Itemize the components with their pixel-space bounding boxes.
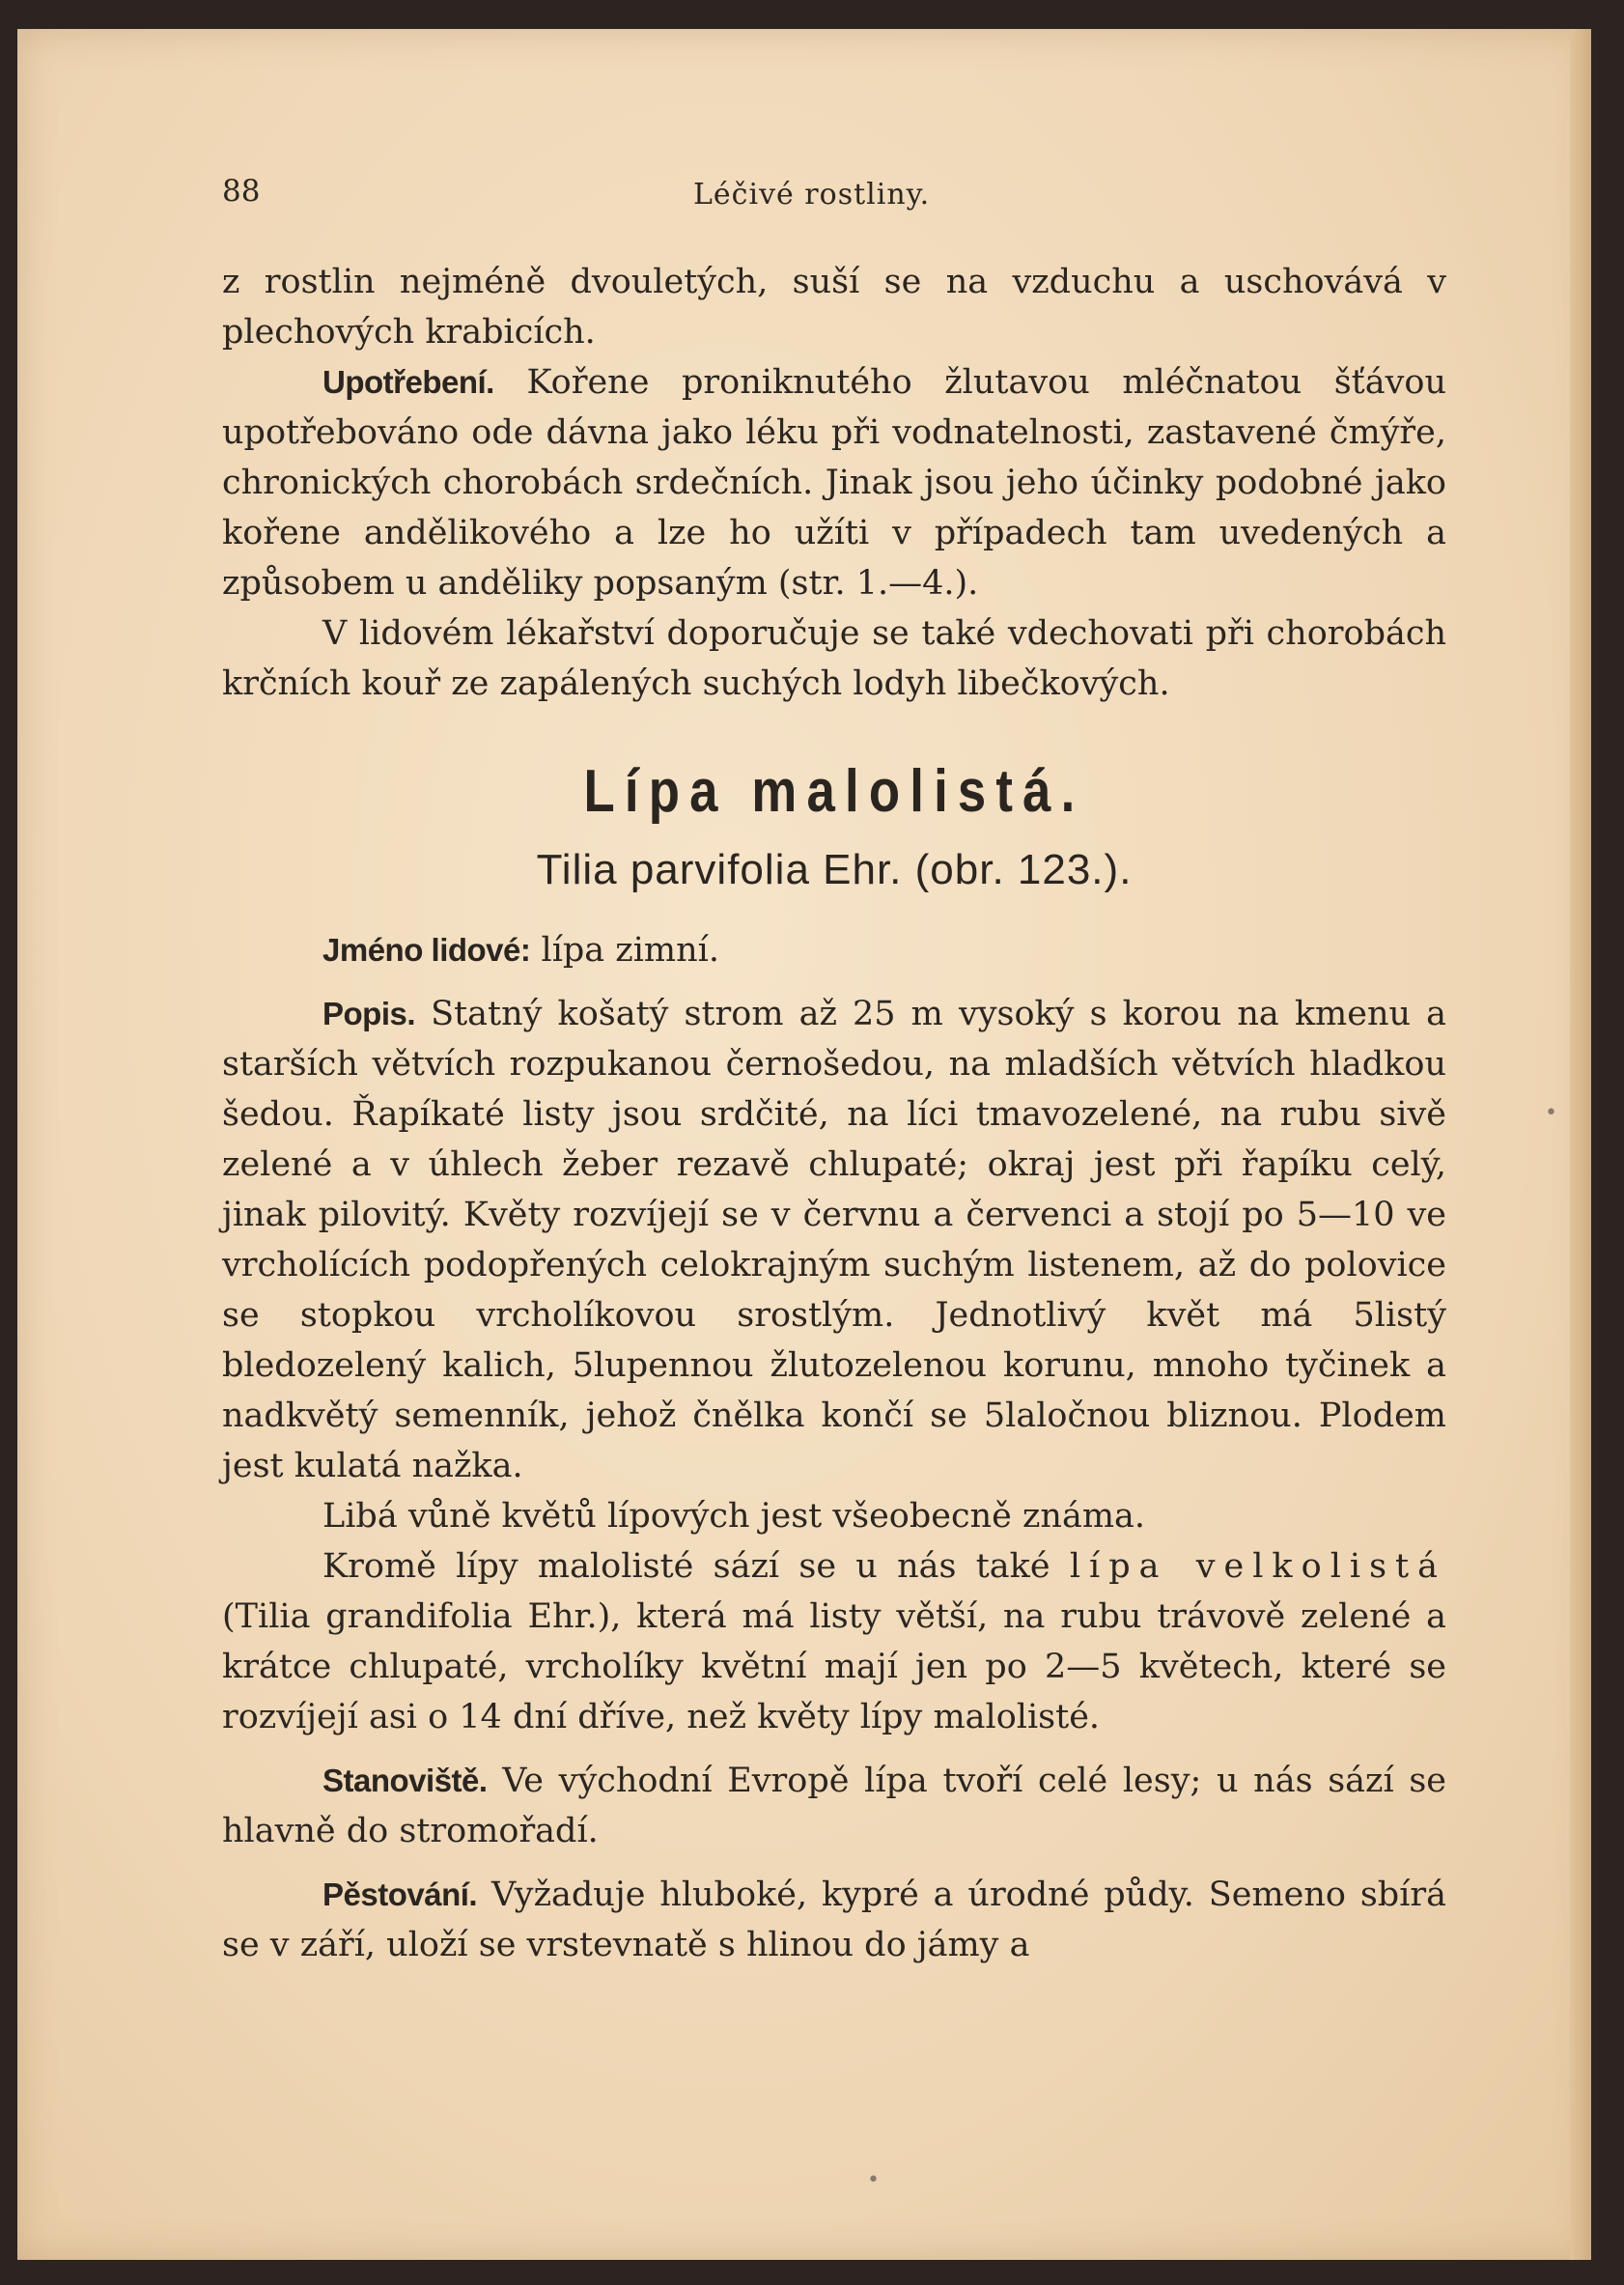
description-label: Popis. [322,996,416,1031]
page-number: 88 [222,174,261,209]
large-leaved-linden-paragraph [222,1541,1446,1742]
use-paragraph [222,357,1446,608]
cultivation-text: Vyžaduje hluboké, kypré a úrodné půdy. Semeno sbírá se v září, uloží se vrstevnatě s hlinou do jámy a [222,1876,1446,1964]
large-leaved-name: lípa velkolistá [1069,1547,1446,1586]
large-leaved-post: (Tilia grandifolia Ehr.), která má listy větší, na rubu trávově zelené a krátce chlupaté, vrcholíky květní mají jen po 2—5 květech, které se rozvíjejí asi o 14 dní dříve, než květy lípy malolisté. [222,1597,1446,1736]
folk-name-paragraph [222,925,1446,975]
cultivation-label: Pěstování. [322,1876,478,1912]
speck-mark: • [867,2168,880,2192]
intro-paragraph: z rostlin nejméně dvouletých, suší se na vzduchu a uschovává v plechových krabicích. [222,263,1446,352]
page-edge [1570,29,1591,2260]
folk-name-label: Jméno lidové: [322,932,531,968]
use-text: Kořene proniknutého žlutavou mléčnatou šťávou upotřebováno ode dávna jako léku při vodnatelnosti, zastavené čmýře, chronických chorobách srdečních. Jinak jsou jeho účinky podobné jako kořene andělikového a lze ho užíti v případech tam uvedených a způsobem u anděliky popsaným (str. 1.—4.). [222,363,1446,603]
scent-paragraph: Libá vůně květů lípových jest všeobecně známa. [322,1497,1145,1536]
description-paragraph [222,989,1446,1491]
article-subtitle: Tilia parvifolia Ehr. (obr. 123.). [536,846,1133,893]
use-label: Upotřebení. [322,364,494,400]
large-leaved-pre: Kromě lípy malolisté sází se u nás také [322,1547,1070,1586]
description-text: Statný košatý strom až 25 m vysoký s korou na kmenu a starších větvích rozpukanou černošedou, na mladších větvích hladkou šedou. Řapíkaté listy jsou srdčité, na líci tmavozelené, na rubu sivě zelené a v úhlech žeber rezavě chlupaté; okraj jest při řapíku celý, jinak pilovitý. Květy rozvíjejí se v červnu a červenci a stojí po 5—10 ve vrcholících podopřených celokrajným suchým listenem, až do polovice se stopkou vrcholíkovou srostlým. Jednotlivý květ má 5listý bledozelený kalich, 5lupennou žlutozelenou korunu, mnoho tyčinek a nadkvětý semenník, jehož čnělka končí se 5laločnou bliznou. Plodem jest kulatá nažka. [222,995,1446,1485]
article-title: Lípa malolistá. [583,758,1085,825]
habitat-label: Stanoviště. [322,1763,488,1798]
page-body [222,257,1446,1970]
page-header [17,155,1591,212]
speck-mark: • [1545,1101,1557,1125]
habitat-paragraph [222,1756,1446,1856]
cultivation-paragraph [222,1870,1446,1970]
book-page [17,29,1591,2260]
habitat-text: Ve východní Evropě lípa tvoří celé lesy; u nás sází se hlavně do stromořadí. [222,1762,1446,1850]
folk-medicine-paragraph: V lidovém lékařství doporučuje se také vdechovati při chorobách krčních kouř ze zapálených suchých lodyh libečkových. [222,614,1446,703]
running-title: Léčivé rostliny. [693,178,931,212]
folk-name-text: lípa zimní. [530,931,719,970]
